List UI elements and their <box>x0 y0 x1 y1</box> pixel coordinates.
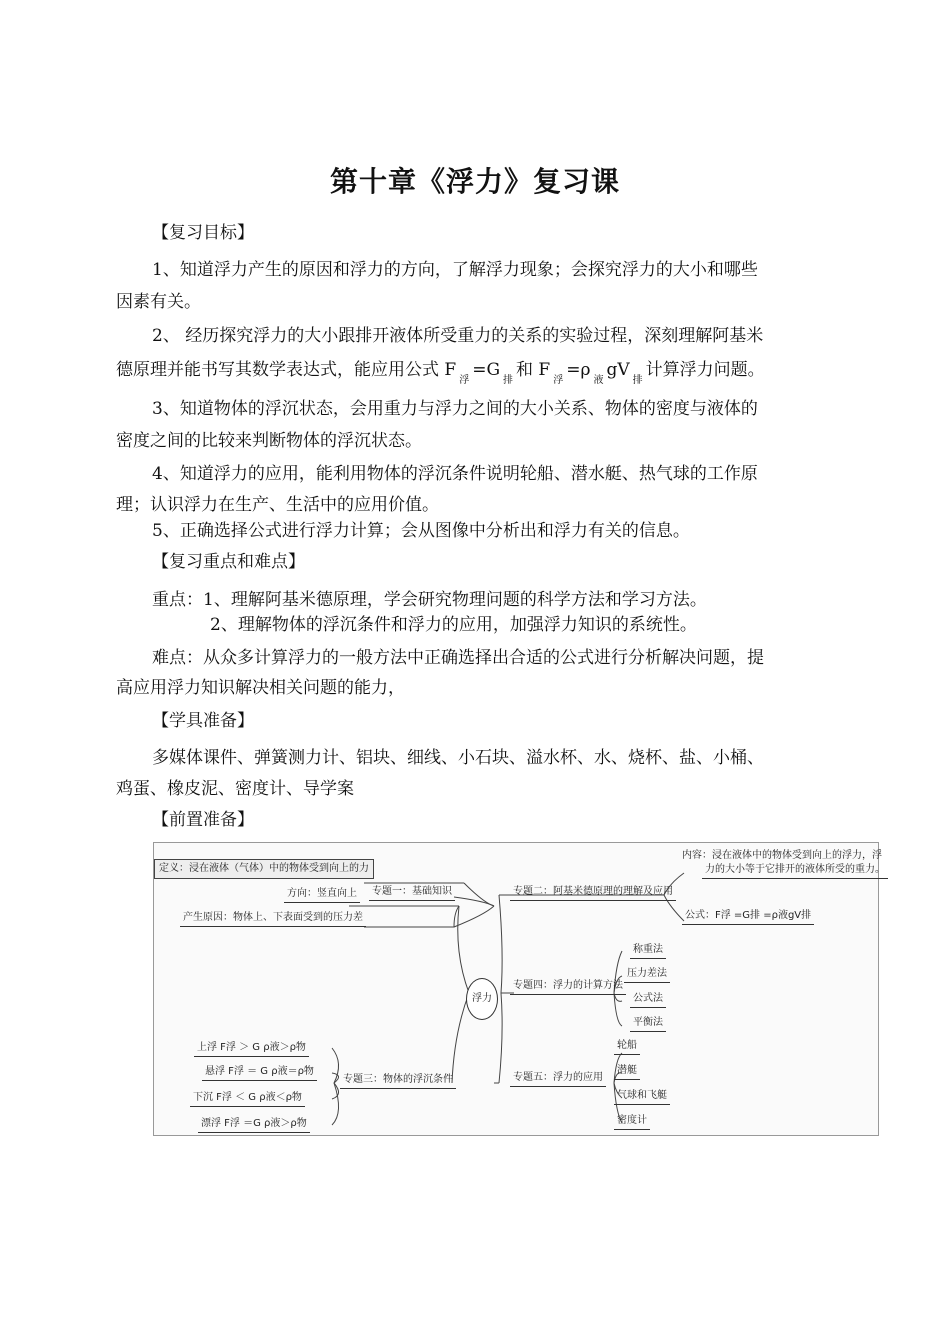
difficulty-line-b: 高应用浮力知识解决相关问题的能力， <box>116 678 405 698</box>
page-title: 第十章《浮力》复习课 <box>329 165 620 198</box>
mind-map-center: 浮力 <box>466 978 498 1020</box>
topic-3-rise: 上浮 F浮 ＞ G ρ液＞ρ物 <box>194 1041 309 1057</box>
topic-5-app-4: 密度计 <box>614 1114 650 1130</box>
difficulty-line-a: 难点：从众多计算浮力的一般方法中正确选择出合适的公式进行分析解决问题，提 <box>152 648 764 668</box>
topic-1: 专题一：基础知识 <box>369 885 455 901</box>
goal-1-line-b: 因素有关。 <box>116 292 201 312</box>
topic-3-suspend: 悬浮 F浮 ＝ G ρ液＝ρ物 <box>202 1065 317 1081</box>
prep-heading: 【前置准备】 <box>152 810 254 830</box>
goal-2-line-b: 德原理并能书写其数学表达式，能应用公式 $F_浮=G_排$和 $F_浮=\rho_液gV_排$计算浮力问题。 <box>116 360 765 386</box>
topic-1-definition: 定义：浸在液体（气体）中的物体受到向上的力 <box>154 859 374 879</box>
mind-map <box>153 842 885 1136</box>
tools-line-b: 鸡蛋、橡皮泥、密度计、导学案 <box>116 779 354 799</box>
topic-4-method-3: 公式法 <box>630 992 666 1008</box>
topic-2: 专题二：阿基米德原理的理解及应用 <box>510 885 676 901</box>
topic-2-content-b: 力的大小等于它排开的液体所受的重力。 <box>702 863 888 879</box>
topic-1-cause: 产生原因：物体上、下表面受到的压力差 <box>180 911 366 927</box>
key-point-1: 重点：1、理解阿基米德原理，学会研究物理问题的科学方法和学习方法。 <box>152 590 707 610</box>
goal-2-line-a: 2、 经历探究浮力的大小跟排开液体所受重力的关系的实验过程，深刻理解阿基米 <box>152 326 764 346</box>
topic-4-method-2: 压力差法 <box>624 967 670 983</box>
topic-1-direction: 方向：竖直向上 <box>284 887 360 903</box>
topic-3-float: 漂浮 F浮 ＝G ρ液＞ρ物 <box>198 1117 310 1133</box>
topic-2-formula: 公式：F浮 =G排 =ρ液gV排 <box>682 909 814 925</box>
topic-5-app-2: 潜艇 <box>614 1064 640 1080</box>
topic-5-app-3: 气球和飞艇 <box>614 1089 670 1105</box>
key-heading: 【复习重点和难点】 <box>152 552 305 572</box>
goal-1-line-a: 1、知道浮力产生的原因和浮力的方向，了解浮力现象；会探究浮力的大小和哪些 <box>152 260 758 280</box>
goal-5: 5、正确选择公式进行浮力计算；会从图像中分析出和浮力有关的信息。 <box>152 521 690 541</box>
goal-3-line-a: 3、知道物体的浮沉状态，会用重力与浮力之间的大小关系、物体的密度与液体的 <box>152 399 758 419</box>
topic-4: 专题四：浮力的计算方法 <box>510 979 626 995</box>
goals-heading: 【复习目标】 <box>152 223 254 243</box>
goal-4-line-b: 理；认识浮力在生产、生活中的应用价值。 <box>116 495 439 515</box>
topic-5: 专题五：浮力的应用 <box>510 1071 606 1087</box>
key-point-2: 2、理解物体的浮沉条件和浮力的应用，加强浮力知识的系统性。 <box>210 615 697 635</box>
goal-4-line-a: 4、知道浮力的应用，能利用物体的浮沉条件说明轮船、潜水艇、热气球的工作原 <box>152 464 758 484</box>
topic-3: 专题三：物体的浮沉条件 <box>340 1073 456 1089</box>
topic-2-content-a: 内容：浸在液体中的物体受到向上的浮力，浮 <box>682 850 882 861</box>
tools-line-a: 多媒体课件、弹簧测力计、铝块、细线、小石块、溢水杯、水、烧杯、盐、小桶、 <box>152 748 764 768</box>
topic-5-app-1: 轮船 <box>614 1039 640 1055</box>
goal-3-line-b: 密度之间的比较来判断物体的浮沉状态。 <box>116 431 422 451</box>
topic-3-sink: 下沉 F浮 ＜ G ρ液＜ρ物 <box>190 1091 305 1107</box>
tools-heading: 【学具准备】 <box>152 711 254 731</box>
topic-4-method-1: 称重法 <box>630 943 666 959</box>
topic-4-method-4: 平衡法 <box>630 1016 666 1032</box>
